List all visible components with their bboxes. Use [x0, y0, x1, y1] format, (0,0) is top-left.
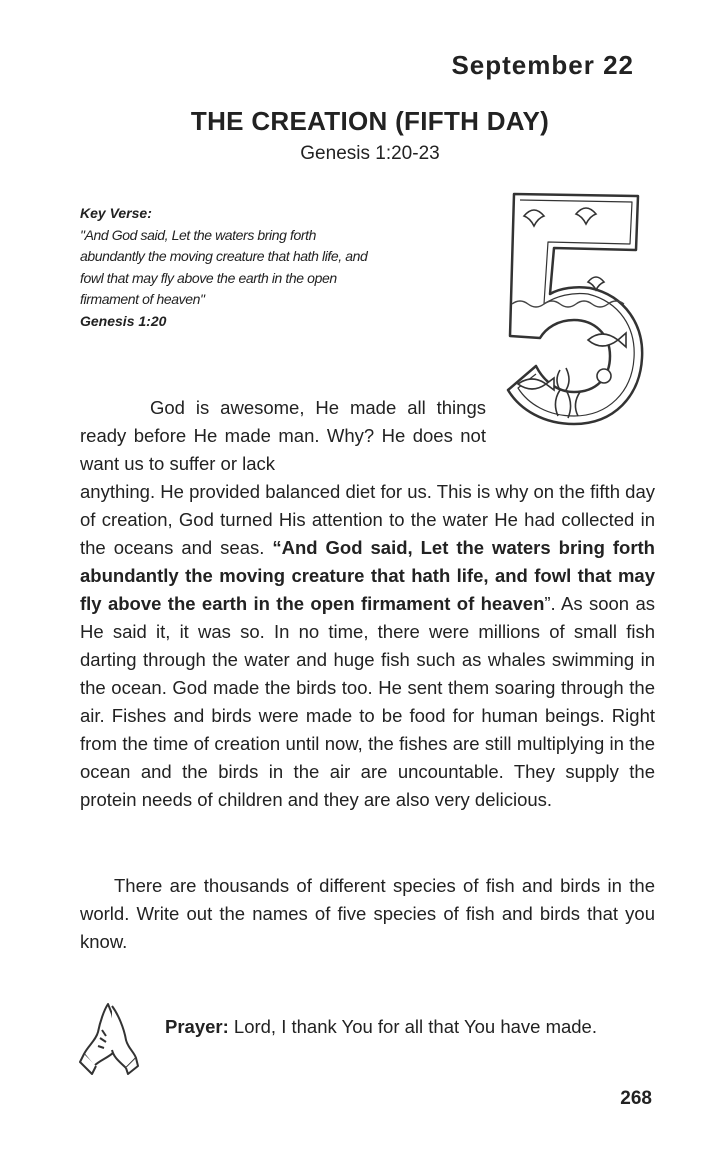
body-paragraph-2: [80, 478, 655, 814]
body-paragraph-3: There are thousands of different species of fish and birds in the world. Write out the names of five species of fish and birds that you know.: [80, 875, 655, 952]
key-verse-text: "And God said, Let the waters bring forth abundantly the moving creature that hath life, and fowl that may fly above the earth in the open firmament of heaven": [80, 226, 368, 308]
praying-hands-icon: [78, 1000, 140, 1075]
number-five-creatures-icon: [496, 186, 644, 428]
page-title: THE CREATION (FIFTH DAY): [190, 106, 550, 136]
key-verse-label: Key Verse:: [80, 205, 152, 221]
scripture-reference: Genesis 1:20-23: [300, 143, 440, 164]
page-date: September 22: [451, 50, 634, 80]
page-number: 268: [620, 1088, 652, 1109]
body-paragraph-2-start: anything. He provided balanced diet for us. This is why on the fifth day of creation, God turned His attention to the water He had collected in the oceans and seas.: [80, 481, 655, 558]
body-paragraph-2-rest: ”. As soon as He said it, it was so. In no time, there were millions of small fish darting through the water and huge fish such as whales swimming in the ocean. God made the birds too. He sent them soaring through the air. Fishes and birds were made to be food for human beings. Right from the time of creation until now, the fishes are still multiplying in the ocean and the birds in the air are uncountable. They supply the protein needs of children and they are also very delicious.: [80, 593, 655, 810]
key-verse-box: [80, 203, 380, 333]
body-paragraph-2-quote: “And God said, Let the waters bring forth abundantly the moving creature that hath life, and fowl that may fly above the earth in the open firmament of heaven: [80, 537, 655, 614]
body-paragraph-1: [80, 394, 486, 478]
body-paragraph-1-text: God is awesome, He made all things ready before He made man. Why? He does not want us to suffer or lack: [80, 397, 486, 474]
prayer-paragraph: [165, 1013, 655, 1041]
prayer-text: Lord, I thank You for all that You have made.: [228, 1016, 597, 1037]
key-verse-reference: Genesis 1:20: [80, 312, 167, 329]
prayer-label: Prayer:: [165, 1016, 229, 1037]
